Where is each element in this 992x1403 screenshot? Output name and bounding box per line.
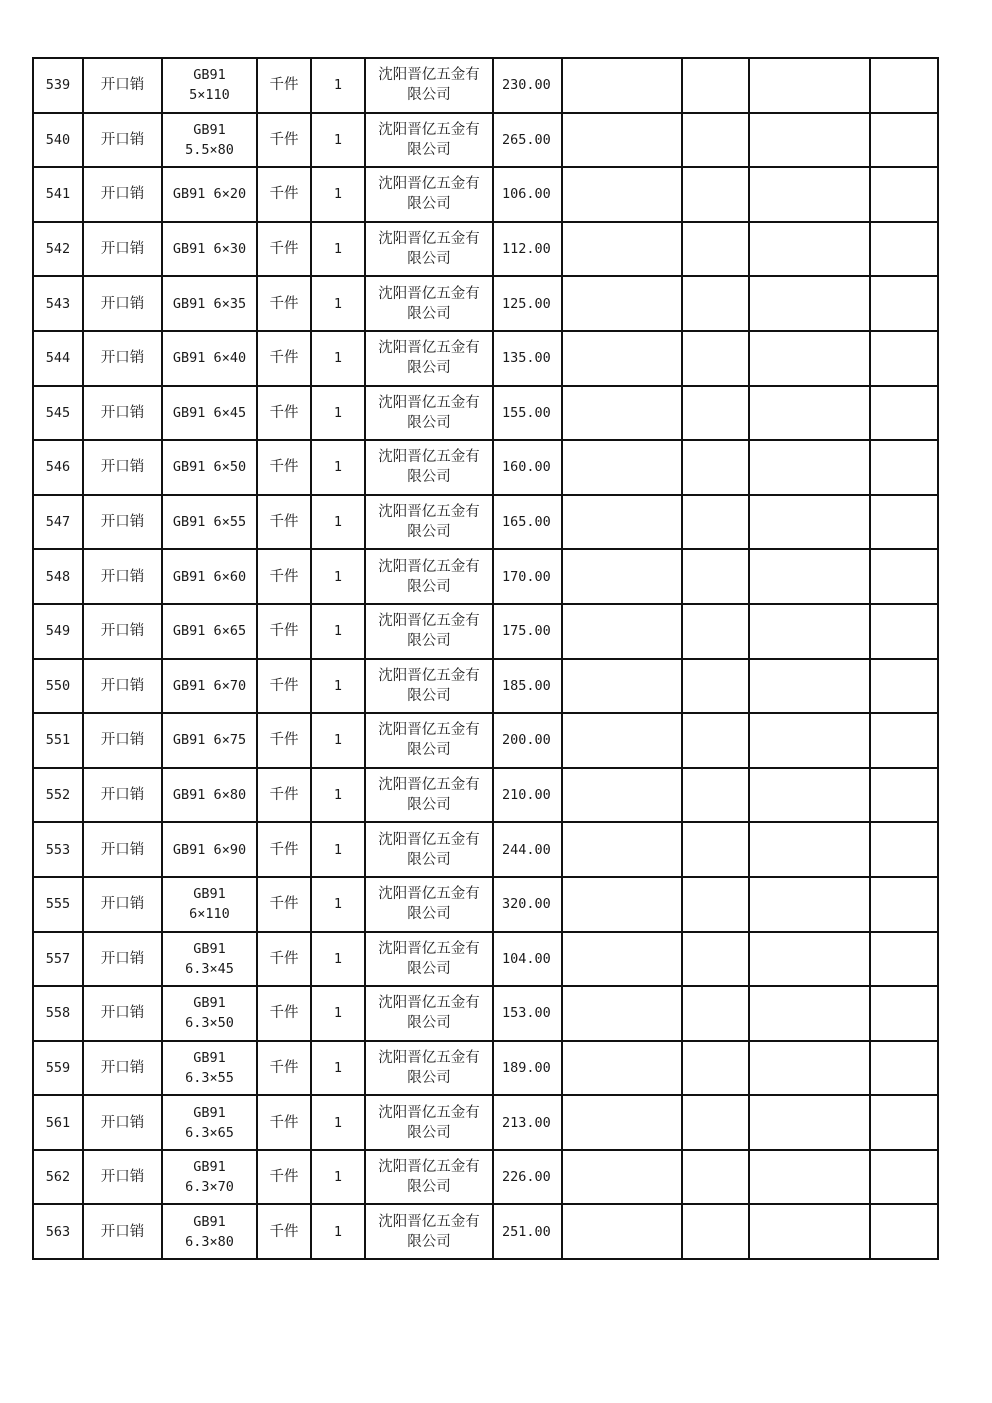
cell-price: 125.00 [493,276,562,331]
cell-quantity: 1 [311,768,365,823]
cell-specification: GB91 6×65 [162,604,257,659]
cell-empty [562,604,682,659]
cell-specification: GB91 6×80 [162,768,257,823]
cell-specification: GB91 6×35 [162,276,257,331]
cell-item-name: 开口销 [83,659,162,714]
table-row [33,276,938,331]
cell-empty [682,1150,749,1205]
cell-price: 230.00 [493,58,562,113]
cell-empty [682,604,749,659]
cell-item-number: 552 [33,768,83,823]
cell-empty [749,58,870,113]
cell-empty [749,113,870,168]
cell-empty [562,276,682,331]
cell-item-number: 563 [33,1204,83,1259]
cell-empty [682,768,749,823]
cell-supplier: 沈阳晋亿五金有 限公司 [365,495,493,550]
cell-price: 153.00 [493,986,562,1041]
cell-supplier: 沈阳晋亿五金有 限公司 [365,604,493,659]
cell-quantity: 1 [311,113,365,168]
cell-empty [870,1095,938,1150]
price-table [32,57,939,1260]
cell-empty [870,713,938,768]
table-row [33,386,938,441]
cell-price: 213.00 [493,1095,562,1150]
cell-empty [562,986,682,1041]
cell-item-name: 开口销 [83,113,162,168]
cell-empty [749,932,870,987]
cell-price: 135.00 [493,331,562,386]
cell-quantity: 1 [311,58,365,113]
cell-supplier: 沈阳晋亿五金有 限公司 [365,659,493,714]
cell-empty [749,167,870,222]
cell-empty [562,932,682,987]
table-row [33,549,938,604]
cell-quantity: 1 [311,167,365,222]
cell-empty [870,1150,938,1205]
cell-price: 160.00 [493,440,562,495]
cell-empty [749,604,870,659]
cell-empty [749,276,870,331]
cell-item-number: 541 [33,167,83,222]
cell-empty [749,549,870,604]
cell-specification: GB91 6×30 [162,222,257,277]
cell-price: 170.00 [493,549,562,604]
cell-empty [870,932,938,987]
cell-item-number: 561 [33,1095,83,1150]
table-row [33,440,938,495]
cell-supplier: 沈阳晋亿五金有 限公司 [365,58,493,113]
cell-empty [749,986,870,1041]
cell-item-name: 开口销 [83,713,162,768]
cell-empty [870,276,938,331]
cell-quantity: 1 [311,495,365,550]
cell-quantity: 1 [311,986,365,1041]
cell-empty [682,222,749,277]
cell-empty [682,822,749,877]
cell-empty [870,877,938,932]
table-row [33,877,938,932]
cell-item-number: 555 [33,877,83,932]
cell-item-name: 开口销 [83,495,162,550]
cell-specification: GB91 6.3×45 [162,932,257,987]
cell-item-number: 539 [33,58,83,113]
cell-empty [749,822,870,877]
cell-supplier: 沈阳晋亿五金有 限公司 [365,986,493,1041]
cell-unit: 千件 [257,58,311,113]
cell-empty [682,659,749,714]
cell-unit: 千件 [257,386,311,441]
cell-empty [870,331,938,386]
cell-item-name: 开口销 [83,276,162,331]
cell-empty [870,768,938,823]
cell-item-number: 547 [33,495,83,550]
table-row [33,1095,938,1150]
cell-item-number: 543 [33,276,83,331]
cell-item-number: 544 [33,331,83,386]
cell-empty [870,1041,938,1096]
table-row [33,932,938,987]
cell-specification: GB91 6.3×65 [162,1095,257,1150]
cell-supplier: 沈阳晋亿五金有 限公司 [365,822,493,877]
cell-specification: GB91 6.3×70 [162,1150,257,1205]
cell-empty [682,1204,749,1259]
cell-quantity: 1 [311,877,365,932]
cell-empty [870,604,938,659]
table-row [33,1150,938,1205]
table-row [33,58,938,113]
cell-empty [749,713,870,768]
cell-quantity: 1 [311,222,365,277]
cell-unit: 千件 [257,1204,311,1259]
cell-specification: GB91 6×50 [162,440,257,495]
cell-item-number: 551 [33,713,83,768]
cell-empty [562,113,682,168]
cell-empty [682,986,749,1041]
cell-quantity: 1 [311,1041,365,1096]
cell-item-name: 开口销 [83,822,162,877]
cell-empty [870,58,938,113]
cell-supplier: 沈阳晋亿五金有 限公司 [365,440,493,495]
cell-item-number: 540 [33,113,83,168]
table-row [33,113,938,168]
cell-empty [682,113,749,168]
cell-supplier: 沈阳晋亿五金有 限公司 [365,713,493,768]
cell-price: 251.00 [493,1204,562,1259]
cell-empty [562,659,682,714]
cell-specification: GB91 6×90 [162,822,257,877]
table-row [33,604,938,659]
cell-supplier: 沈阳晋亿五金有 限公司 [365,1204,493,1259]
cell-empty [562,877,682,932]
cell-unit: 千件 [257,167,311,222]
cell-specification: GB91 6.3×80 [162,1204,257,1259]
cell-empty [682,58,749,113]
cell-empty [749,768,870,823]
cell-supplier: 沈阳晋亿五金有 限公司 [365,1095,493,1150]
cell-price: 155.00 [493,386,562,441]
cell-item-number: 558 [33,986,83,1041]
cell-specification: GB91 6×110 [162,877,257,932]
table-row [33,986,938,1041]
cell-empty [562,1041,682,1096]
cell-unit: 千件 [257,604,311,659]
cell-item-name: 开口销 [83,331,162,386]
cell-empty [682,167,749,222]
table-row [33,1204,938,1259]
cell-quantity: 1 [311,549,365,604]
cell-empty [749,222,870,277]
table-row [33,659,938,714]
cell-unit: 千件 [257,877,311,932]
cell-supplier: 沈阳晋亿五金有 限公司 [365,386,493,441]
cell-empty [870,222,938,277]
cell-unit: 千件 [257,331,311,386]
cell-empty [749,1041,870,1096]
cell-unit: 千件 [257,549,311,604]
cell-specification: GB91 6.3×55 [162,1041,257,1096]
cell-item-name: 开口销 [83,58,162,113]
cell-empty [682,331,749,386]
table-body [33,58,938,1259]
cell-item-number: 550 [33,659,83,714]
cell-empty [870,386,938,441]
cell-quantity: 1 [311,440,365,495]
cell-quantity: 1 [311,659,365,714]
cell-supplier: 沈阳晋亿五金有 限公司 [365,932,493,987]
cell-supplier: 沈阳晋亿五金有 限公司 [365,167,493,222]
cell-specification: GB91 6.3×50 [162,986,257,1041]
cell-price: 210.00 [493,768,562,823]
cell-empty [870,549,938,604]
cell-item-number: 557 [33,932,83,987]
cell-unit: 千件 [257,1150,311,1205]
cell-specification: GB91 6×45 [162,386,257,441]
cell-empty [682,877,749,932]
cell-item-name: 开口销 [83,549,162,604]
cell-empty [562,549,682,604]
cell-unit: 千件 [257,1095,311,1150]
cell-item-number: 549 [33,604,83,659]
cell-empty [749,495,870,550]
cell-specification: GB91 6×60 [162,549,257,604]
cell-empty [562,822,682,877]
cell-quantity: 1 [311,331,365,386]
cell-specification: GB91 5×110 [162,58,257,113]
cell-price: 175.00 [493,604,562,659]
cell-empty [870,167,938,222]
cell-quantity: 1 [311,1204,365,1259]
cell-empty [749,877,870,932]
cell-item-number: 546 [33,440,83,495]
cell-supplier: 沈阳晋亿五金有 限公司 [365,222,493,277]
cell-unit: 千件 [257,659,311,714]
cell-empty [749,331,870,386]
cell-item-number: 562 [33,1150,83,1205]
table-row [33,167,938,222]
cell-item-name: 开口销 [83,877,162,932]
table-row [33,222,938,277]
cell-empty [870,495,938,550]
cell-unit: 千件 [257,222,311,277]
cell-empty [562,1095,682,1150]
cell-supplier: 沈阳晋亿五金有 限公司 [365,1041,493,1096]
cell-empty [682,1095,749,1150]
cell-specification: GB91 6×40 [162,331,257,386]
cell-specification: GB91 6×70 [162,659,257,714]
cell-quantity: 1 [311,1150,365,1205]
cell-quantity: 1 [311,1095,365,1150]
cell-specification: GB91 6×55 [162,495,257,550]
table-row [33,1041,938,1096]
cell-empty [749,659,870,714]
cell-item-name: 开口销 [83,1041,162,1096]
cell-empty [870,113,938,168]
cell-empty [562,167,682,222]
cell-item-name: 开口销 [83,222,162,277]
cell-empty [749,440,870,495]
table-row [33,768,938,823]
cell-supplier: 沈阳晋亿五金有 限公司 [365,768,493,823]
cell-empty [749,386,870,441]
cell-unit: 千件 [257,440,311,495]
cell-unit: 千件 [257,495,311,550]
cell-empty [682,440,749,495]
cell-empty [562,768,682,823]
cell-empty [749,1150,870,1205]
cell-price: 185.00 [493,659,562,714]
cell-price: 106.00 [493,167,562,222]
cell-empty [562,331,682,386]
cell-price: 189.00 [493,1041,562,1096]
cell-item-name: 开口销 [83,932,162,987]
cell-item-number: 542 [33,222,83,277]
cell-supplier: 沈阳晋亿五金有 限公司 [365,113,493,168]
cell-unit: 千件 [257,932,311,987]
cell-empty [562,222,682,277]
cell-item-name: 开口销 [83,386,162,441]
cell-price: 104.00 [493,932,562,987]
cell-supplier: 沈阳晋亿五金有 限公司 [365,331,493,386]
cell-empty [870,986,938,1041]
cell-empty [562,386,682,441]
cell-quantity: 1 [311,276,365,331]
cell-unit: 千件 [257,822,311,877]
cell-empty [870,1204,938,1259]
cell-empty [682,713,749,768]
cell-specification: GB91 6×75 [162,713,257,768]
cell-quantity: 1 [311,604,365,659]
table-row [33,495,938,550]
cell-price: 226.00 [493,1150,562,1205]
cell-unit: 千件 [257,1041,311,1096]
table-row [33,331,938,386]
cell-empty [749,1204,870,1259]
cell-item-name: 开口销 [83,1095,162,1150]
cell-item-name: 开口销 [83,1150,162,1205]
cell-empty [870,440,938,495]
cell-empty [682,276,749,331]
cell-empty [562,58,682,113]
cell-empty [682,386,749,441]
cell-price: 200.00 [493,713,562,768]
cell-quantity: 1 [311,822,365,877]
cell-supplier: 沈阳晋亿五金有 限公司 [365,877,493,932]
cell-unit: 千件 [257,986,311,1041]
cell-price: 320.00 [493,877,562,932]
cell-item-name: 开口销 [83,440,162,495]
cell-empty [562,440,682,495]
cell-supplier: 沈阳晋亿五金有 限公司 [365,549,493,604]
cell-supplier: 沈阳晋亿五金有 限公司 [365,276,493,331]
cell-empty [682,549,749,604]
cell-empty [749,1095,870,1150]
cell-item-number: 545 [33,386,83,441]
cell-item-number: 559 [33,1041,83,1096]
cell-empty [682,932,749,987]
cell-price: 112.00 [493,222,562,277]
cell-item-number: 553 [33,822,83,877]
cell-item-name: 开口销 [83,1204,162,1259]
cell-price: 265.00 [493,113,562,168]
cell-unit: 千件 [257,713,311,768]
cell-unit: 千件 [257,276,311,331]
cell-item-name: 开口销 [83,768,162,823]
cell-empty [562,1204,682,1259]
cell-quantity: 1 [311,386,365,441]
cell-empty [562,495,682,550]
cell-unit: 千件 [257,768,311,823]
cell-specification: GB91 5.5×80 [162,113,257,168]
cell-supplier: 沈阳晋亿五金有 限公司 [365,1150,493,1205]
cell-specification: GB91 6×20 [162,167,257,222]
cell-empty [562,1150,682,1205]
cell-price: 244.00 [493,822,562,877]
table-row [33,713,938,768]
cell-empty [870,822,938,877]
cell-item-name: 开口销 [83,604,162,659]
cell-price: 165.00 [493,495,562,550]
cell-unit: 千件 [257,113,311,168]
cell-item-name: 开口销 [83,986,162,1041]
cell-item-number: 548 [33,549,83,604]
cell-quantity: 1 [311,713,365,768]
cell-empty [562,713,682,768]
table-row [33,822,938,877]
cell-empty [870,659,938,714]
cell-empty [682,495,749,550]
cell-empty [682,1041,749,1096]
cell-item-name: 开口销 [83,167,162,222]
cell-quantity: 1 [311,932,365,987]
